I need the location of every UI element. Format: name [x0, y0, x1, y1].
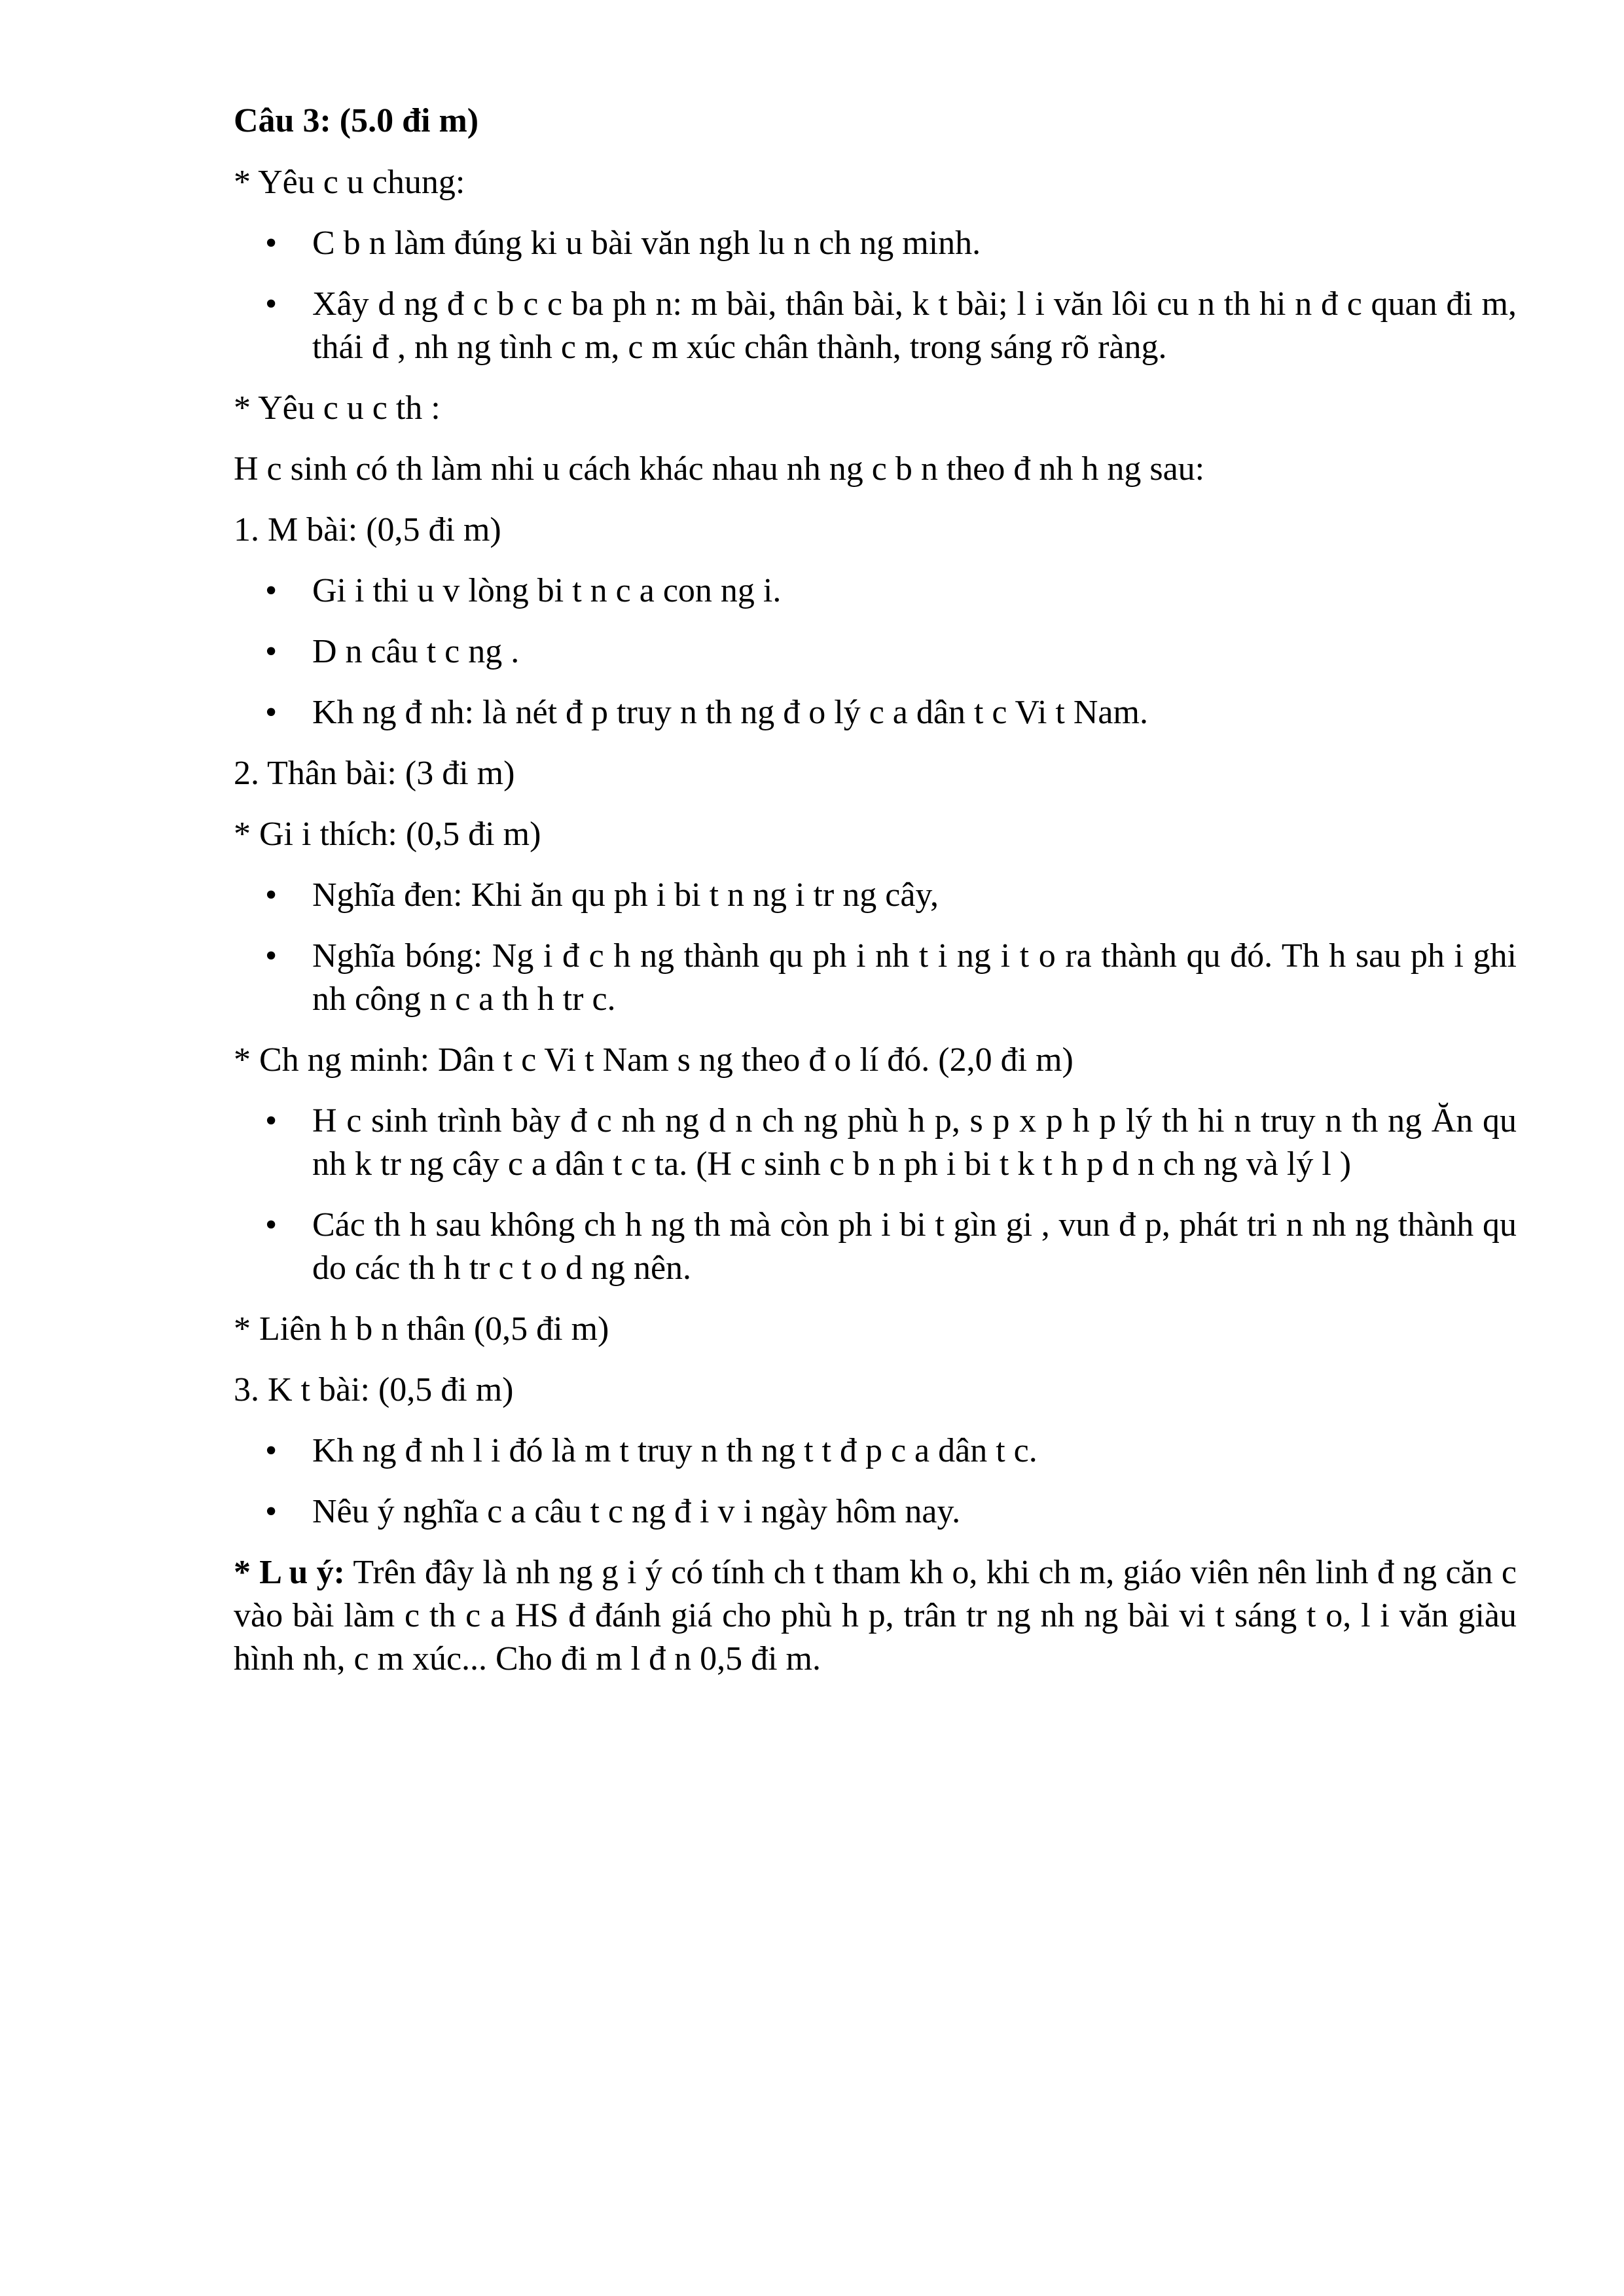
- bullet-icon: •: [265, 572, 278, 609]
- list-item: • D n câu t c ng .: [234, 630, 1517, 673]
- bullet-icon: •: [265, 633, 278, 670]
- list-item: • H c sinh trình bày đ c nh ng d n ch ng phù h p, s p x p h p lý th hi n truy n th ng Ăn qu nh k tr ng cây c a dân t c ta. (H c sinh c b n ph i bi t k t h p d n ch ng và lý l ): [234, 1100, 1517, 1186]
- ket-bai-list: [234, 1429, 1517, 1534]
- list-item: • Nghĩa bóng: Ng i đ c h ng thành qu ph i nh t i ng i t o ra thành qu đó. Th h sau ph i ghi nh công n c a th h tr c.: [234, 935, 1517, 1021]
- specific-requirements-intro: H c sinh có th làm nhi u cách khác nhau nh ng c b n theo đ nh h ng sau:: [234, 450, 1205, 488]
- list-item: • Kh ng đ nh l i đó là m t truy n th ng t t đ p c a dân t c.: [234, 1429, 1517, 1473]
- specific-requirements-heading: * Yêu c u c th :: [234, 389, 441, 427]
- list-item: • Xây d ng đ c b c c ba ph n: m bài, thân bài, k t bài; l i văn lôi cu n th hi n đ c quan đi m, thái đ , nh ng tình c m, c m xúc chân thành, trong sáng rõ ràng.: [234, 283, 1517, 369]
- mo-bai-heading: 1. M bài: (0,5 đi m): [234, 511, 501, 548]
- bullet-icon: •: [265, 937, 278, 975]
- general-requirements-list: [234, 222, 1525, 369]
- bullet-icon: •: [265, 694, 278, 731]
- question-title: Câu 3: (5.0 đi m): [234, 102, 479, 139]
- bullet-icon: •: [265, 1102, 278, 1139]
- note-text: Trên đây là nh ng g i ý có tính ch t tham kh o, khi ch m, giáo viên nên linh đ ng căn c vào bài làm c th c a HS đ đánh giá cho phù h p, trân tr ng nh ng bài vi t sáng t o, l i văn giàu hình nh, c m xúc... Cho đi m l đ n 0,5 đi m.: [234, 1554, 1525, 1677]
- list-item: • Nêu ý nghĩa c a câu t c ng đ i v i ngày hôm nay.: [234, 1490, 1517, 1534]
- chung-minh-heading: * Ch ng minh: Dân t c Vi t Nam s ng theo đ o lí đó. (2,0 đi m): [234, 1041, 1074, 1079]
- giai-thich-heading: * Gi i thích: (0,5 đi m): [234, 816, 541, 853]
- mo-bai-list: [234, 569, 1517, 734]
- bullet-icon: •: [265, 1493, 278, 1530]
- general-requirements-heading: * Yêu c u chung:: [234, 164, 465, 201]
- answer-guide: [234, 99, 1525, 1698]
- list-item: • Các th h sau không ch h ng th mà còn ph i bi t gìn gi , vun đ p, phát tri n nh ng thành qu do các th h tr c t o d ng nên.: [234, 1204, 1517, 1290]
- giai-thich-list: [234, 874, 1525, 1021]
- chung-minh-list: [234, 1100, 1525, 1290]
- bullet-icon: •: [265, 876, 278, 914]
- list-item: • C b n làm đúng ki u bài văn ngh lu n ch ng minh.: [234, 222, 1517, 265]
- ket-bai-heading: 3. K t bài: (0,5 đi m): [234, 1371, 514, 1408]
- bullet-icon: •: [265, 1206, 278, 1244]
- than-bai-heading: 2. Thân bài: (3 đi m): [234, 755, 515, 792]
- lien-he-heading: * Liên h b n thân (0,5 đi m): [234, 1310, 609, 1348]
- grading-note: [234, 1551, 1525, 1681]
- bullet-icon: •: [265, 285, 278, 323]
- list-item: • Kh ng đ nh: là nét đ p truy n th ng đ o lý c a dân t c Vi t Nam.: [234, 691, 1517, 734]
- list-item: • Nghĩa đen: Khi ăn qu ph i bi t n ng i tr ng cây,: [234, 874, 1517, 917]
- bullet-icon: •: [265, 1432, 278, 1469]
- bullet-icon: •: [265, 224, 278, 262]
- note-label: * L u ý:: [234, 1554, 345, 1591]
- list-item: • Gi i thi u v lòng bi t n c a con ng i.: [234, 569, 1517, 613]
